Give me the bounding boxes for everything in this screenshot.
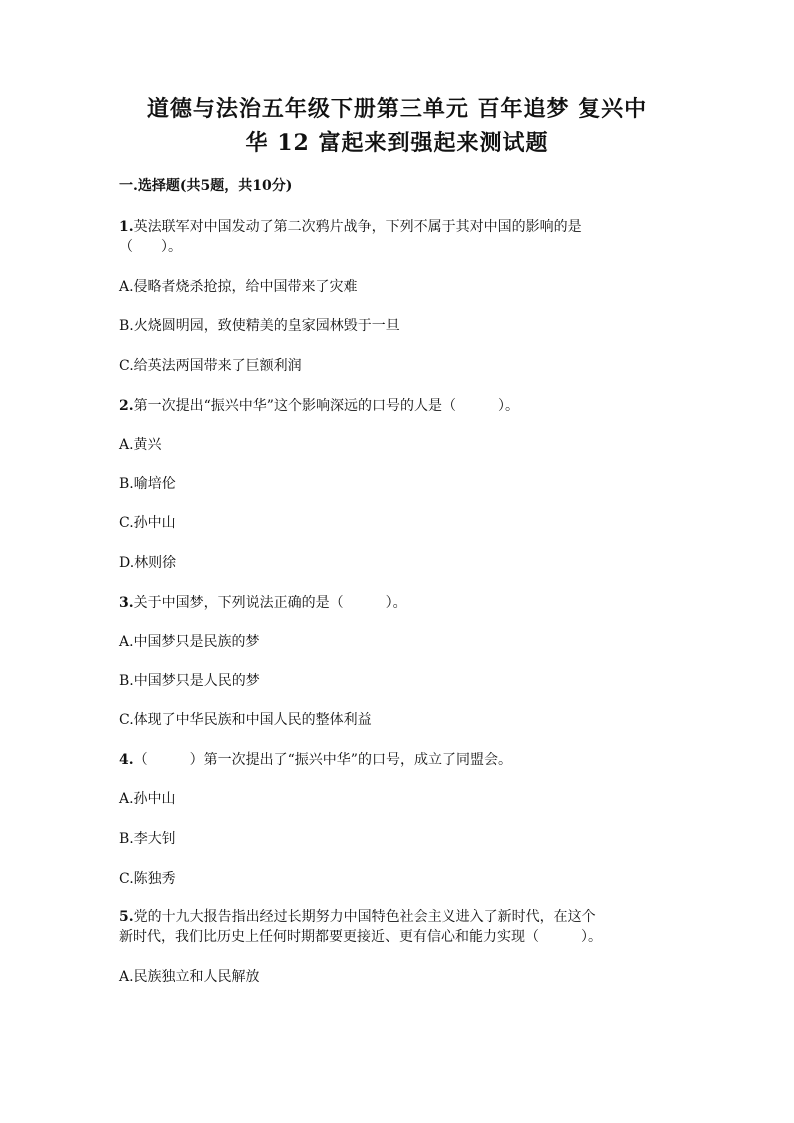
question-5-text-line-2: 新时代，我们比历史上任何时期都要更接近、更有信心和能力实现（ ）。 (119, 929, 602, 945)
page-title (100, 92, 694, 160)
question-4 (119, 750, 694, 770)
question-4-text-line-1: （ ）第一次提出了“振兴中华”的口号，成立了同盟会。 (133, 752, 512, 768)
question-1-option-a: A.侵略者烧杀抢掠，给中国带来了灾难 (119, 279, 358, 295)
section-heading: 一.选择题(共5题，共10分) (119, 178, 293, 194)
question-3-number: 3. (119, 595, 134, 611)
question-3-option-a: A.中国梦只是民族的梦 (119, 634, 260, 650)
page-title-line-2: 华 12 富起来到强起来测试题 (245, 130, 549, 156)
question-3 (119, 593, 694, 613)
question-1-number: 1. (119, 219, 134, 235)
question-4-option-a: A.孙中山 (119, 791, 176, 807)
question-3-text-line-1: 关于中国梦，下列说法正确的是（ ）。 (133, 595, 407, 611)
question-2-option-d: D.林则徐 (119, 555, 177, 571)
question-2-number: 2. (119, 398, 134, 414)
question-2-option-c: C.孙中山 (119, 515, 176, 531)
question-5-text-line-1: 党的十九大报告指出经过长期努力中国特色社会主义进入了新时代，在这个 (133, 909, 596, 925)
question-2-text-line-1: 第一次提出“振兴中华”这个影响深远的口号的人是（ ）。 (133, 398, 519, 414)
question-1-text-line-2: （ ）。 (119, 239, 182, 255)
question-1-option-b: B.火烧圆明园，致使精美的皇家园林毁于一旦 (119, 318, 400, 334)
question-2 (119, 396, 694, 416)
question-5 (119, 907, 694, 947)
question-2-option-b: B.喻培伦 (119, 476, 176, 492)
page-title-line-1: 道德与法治五年级下册第三单元 百年追梦 复兴中 (146, 96, 648, 122)
question-4-number: 4. (119, 752, 134, 768)
question-1 (119, 217, 694, 257)
question-3-option-c: C.体现了中华民族和中国人民的整体利益 (119, 712, 372, 728)
question-1-option-c: C.给英法两国带来了巨额利润 (119, 358, 302, 374)
question-3-option-b: B.中国梦只是人民的梦 (119, 673, 260, 689)
question-4-option-b: B.李大钊 (119, 831, 176, 847)
question-5-option-a: A.民族独立和人民解放 (119, 969, 260, 985)
question-1-text-line-1: 英法联军对中国发动了第二次鸦片战争，下列不属于其对中国的影响的是 (133, 219, 582, 235)
question-5-number: 5. (119, 909, 134, 925)
question-4-option-c: C.陈独秀 (119, 871, 176, 887)
question-2-option-a: A.黄兴 (119, 437, 162, 453)
